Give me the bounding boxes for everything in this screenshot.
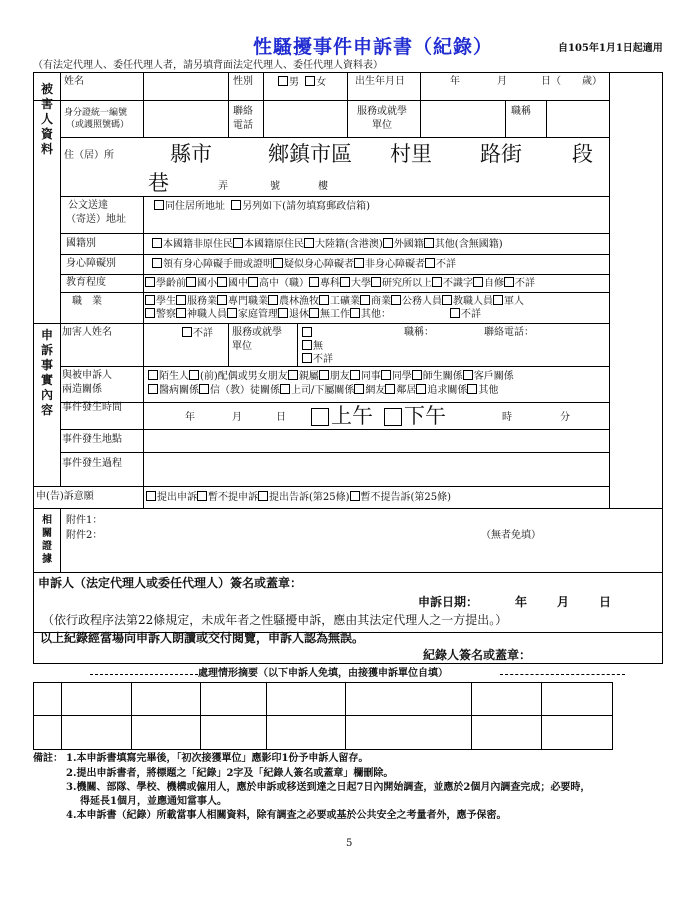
checkbox-icon[interactable] xyxy=(145,308,155,318)
option-label: 上司/下屬關係 xyxy=(291,385,355,396)
checkbox-icon[interactable] xyxy=(412,370,422,380)
option-label: 提出申訴 xyxy=(157,492,197,503)
notes-label: 備註： xyxy=(33,753,63,764)
evidence-label: 相關證據 xyxy=(42,515,52,565)
option-label: 外國籍 xyxy=(393,239,424,250)
checkbox-icon[interactable] xyxy=(383,238,393,248)
checkbox-icon[interactable] xyxy=(319,295,329,305)
checkbox-icon[interactable] xyxy=(154,200,164,210)
id-label: 身分證統一編號 xyxy=(64,108,128,118)
evidence-optional-note: （無者免填） xyxy=(481,530,541,541)
option-label: 商業 xyxy=(371,296,391,307)
date-month-label: 月 xyxy=(557,595,570,609)
checkbox-icon[interactable] xyxy=(354,258,364,268)
checkbox-icon[interactable] xyxy=(186,277,196,287)
complainant-signature-label[interactable]: 申訴人（法定代理人或委任代理人）簽名或蓋章： xyxy=(38,576,303,590)
option-label: 鄰居 xyxy=(396,385,417,396)
name-label: 姓名 xyxy=(64,76,84,87)
option-label: 本國籍非原住民 xyxy=(163,239,233,250)
effective-date: 自105年1月1日起適用 xyxy=(558,43,663,54)
option-label: 農林漁牧 xyxy=(279,296,319,307)
process-label: 事件發生過程 xyxy=(62,458,122,469)
gender-male-label: 男 xyxy=(289,77,299,88)
checkbox-icon[interactable] xyxy=(350,370,360,380)
checkbox-icon[interactable] xyxy=(504,277,514,287)
checkbox-icon[interactable] xyxy=(231,200,241,210)
addr-village: 村里 xyxy=(390,142,432,166)
option-label: 不詳 xyxy=(313,354,333,365)
option-label: 自修 xyxy=(484,278,504,289)
option-label: 本國籍原住民 xyxy=(244,239,304,250)
option-label: 國中 xyxy=(228,278,248,289)
checkbox-icon[interactable] xyxy=(302,340,312,350)
page-number: 5 xyxy=(346,838,353,849)
accused-work-input[interactable] xyxy=(302,327,313,340)
checkbox-icon[interactable] xyxy=(182,327,192,337)
option-label: 客戶關係 xyxy=(473,371,514,382)
complainant-section-label: 被害人資料 xyxy=(40,82,53,156)
option-label: (前)配偶或男女朋友 xyxy=(200,371,288,382)
option-label: 非身心障礙者 xyxy=(365,259,425,270)
education-options[interactable] xyxy=(145,277,535,290)
time-hour-label: 時 xyxy=(502,412,512,423)
time-day-label: 日 xyxy=(276,412,286,423)
work-label-sub: 單位 xyxy=(372,120,392,131)
option-label: 醫病關係 xyxy=(159,385,199,396)
checkbox-icon[interactable] xyxy=(273,258,283,268)
checkbox-icon[interactable] xyxy=(319,370,329,380)
option-label: 不詳 xyxy=(515,278,535,289)
checkbox-icon[interactable] xyxy=(146,491,156,501)
note-2: 2.提出申訴書者，將標題之「紀錄」2字及「紀錄人簽名或蓋章」欄刪除。 xyxy=(66,768,394,779)
checkbox-icon[interactable] xyxy=(268,295,278,305)
option-label: 不詳 xyxy=(461,309,481,320)
time-minute-label: 分 xyxy=(560,412,570,423)
gender-options[interactable] xyxy=(278,76,326,89)
option-label: 大學 xyxy=(351,278,371,289)
checkbox-icon[interactable] xyxy=(148,370,158,380)
addr-lane: 巷 xyxy=(148,171,169,195)
option-label: 領有身心障礙手冊或證明 xyxy=(163,259,273,270)
minor-note: （依行政程序法第22條規定，未成年者之性騷擾申訴，應由其法定代理人之一方提出。） xyxy=(42,613,508,627)
recorder-signature-label[interactable]: 紀錄人簽名或蓋章： xyxy=(423,648,532,662)
option-label: 朋友 xyxy=(329,371,350,382)
option-label: 大陸籍(含港澳) xyxy=(315,239,383,250)
checkbox-icon[interactable] xyxy=(304,238,314,248)
gender-female-label: 女 xyxy=(316,77,327,88)
option-label: 暫不提告訴(第25條) xyxy=(360,492,452,503)
option-label: 上午 xyxy=(331,404,373,428)
time-month-label: 月 xyxy=(232,412,242,423)
birth-month-label: 月 xyxy=(497,76,507,87)
accused-unknown[interactable] xyxy=(182,327,213,340)
addr-section: 段 xyxy=(572,142,593,166)
time-year-label: 年 xyxy=(185,412,195,423)
checkbox-icon[interactable] xyxy=(424,238,434,248)
birth-label: 出生年月日 xyxy=(355,76,405,87)
intent-options[interactable] xyxy=(146,491,451,504)
option-label: 教職人員 xyxy=(453,296,493,307)
accused-phone-label: 聯絡電話： xyxy=(484,327,534,338)
option-label: 無工作 xyxy=(320,309,350,320)
option-label: 同學 xyxy=(391,371,412,382)
option-label: 網友 xyxy=(365,385,386,396)
mail-label-sub: （寄送）地址 xyxy=(66,214,126,225)
option-label: 其他 xyxy=(478,385,499,396)
record-confirm: 以上紀錄經當場向申訴人朗讀或交付閱覽，申訴人認為無誤。 xyxy=(40,631,365,645)
checkbox-icon[interactable] xyxy=(302,327,312,337)
checkbox-icon[interactable] xyxy=(199,384,209,394)
option-label: 其他： xyxy=(361,309,391,320)
checkbox-icon[interactable] xyxy=(189,370,199,380)
accused-work-label: 服務或就學 xyxy=(232,327,282,338)
checkbox-icon[interactable] xyxy=(384,408,402,426)
checkbox-icon[interactable] xyxy=(258,491,268,501)
option-label: 軍人 xyxy=(504,296,524,307)
option-label: 專科 xyxy=(320,278,340,289)
occupation-unknown[interactable] xyxy=(450,308,481,321)
processing-table xyxy=(33,682,613,750)
accused-work-label-sub: 單位 xyxy=(232,341,252,352)
option-label: 學齡前 xyxy=(156,278,186,289)
phone-label: 聯絡 xyxy=(233,106,253,117)
incident-section-label: 申訴事實內容 xyxy=(40,328,53,417)
job-title-label: 職稱 xyxy=(511,106,531,117)
occupation-label: 職 業 xyxy=(72,296,102,307)
disability-label: 身心障礙別 xyxy=(66,258,116,269)
checkbox-icon[interactable] xyxy=(288,370,298,380)
option-label: 疑似身心障礙者 xyxy=(284,259,354,270)
birth-day-label: 日（ xyxy=(541,76,561,87)
option-label: 神職人員 xyxy=(187,309,227,320)
note-3-cont: 得延長1個月，並應通知當事人。 xyxy=(80,796,227,807)
checkbox-icon[interactable] xyxy=(309,308,319,318)
relation-label-sub: 兩造關係 xyxy=(62,384,102,395)
checkbox-icon[interactable] xyxy=(354,384,364,394)
option-label: 家庭管理 xyxy=(238,309,278,320)
education-label: 教育程度 xyxy=(66,277,106,288)
addr-town: 鄉鎮市區 xyxy=(268,142,352,166)
relation-options-row2[interactable] xyxy=(148,384,498,397)
checkbox-icon[interactable] xyxy=(385,384,395,394)
complaint-date-label: 申訴日期： xyxy=(418,595,479,609)
addr-number: 號 xyxy=(270,181,280,192)
place-label: 事件發生地點 xyxy=(62,434,122,445)
option-label: 追求關係 xyxy=(427,385,468,396)
option-label: 同事 xyxy=(360,371,381,382)
checkbox-icon[interactable] xyxy=(278,308,288,318)
option-label: 不識字 xyxy=(443,278,473,289)
option-label: 暫不提申訴 xyxy=(208,492,258,503)
option-label: 高中（職） xyxy=(259,278,309,289)
processing-header: 處理情形摘要（以下申訴人免填，由接獲申訴單位自填） xyxy=(198,668,448,679)
accused-name-label: 加害人姓名 xyxy=(62,327,112,338)
accused-work-unknown[interactable] xyxy=(302,353,333,366)
option-label: 下午 xyxy=(404,404,446,428)
date-year-label: 年 xyxy=(515,595,528,609)
checkbox-icon[interactable] xyxy=(302,353,312,363)
addr-county: 縣市 xyxy=(170,142,212,166)
attachment-2[interactable]: 附件2： xyxy=(66,530,103,541)
checkbox-icon[interactable] xyxy=(227,308,237,318)
option-label: 其他(含無國籍) xyxy=(434,239,503,250)
mail-other-label: 另列如下(請勿填寫郵政信箱) xyxy=(242,201,370,212)
checkbox-icon[interactable] xyxy=(416,384,426,394)
checkbox-icon[interactable] xyxy=(450,308,460,318)
option-label: 師生關係 xyxy=(422,371,463,382)
intent-label: 申(告)訴意願 xyxy=(36,491,94,502)
checkbox-icon[interactable] xyxy=(391,295,401,305)
note-1: 1.本申訴書填寫完畢後，「初次接獲單位」應影印1份予申訴人留存。 xyxy=(66,753,369,764)
checkbox-icon[interactable] xyxy=(278,76,288,86)
checkbox-icon[interactable] xyxy=(145,277,155,287)
checkbox-icon[interactable] xyxy=(467,384,477,394)
option-label: 信（教）徒關係 xyxy=(210,385,280,396)
relation-options-row1[interactable] xyxy=(148,370,514,383)
checkbox-icon[interactable] xyxy=(145,295,155,305)
checkbox-icon[interactable] xyxy=(350,491,360,501)
option-label: 提出告訴(第25條) xyxy=(269,492,350,503)
phone-label-sub: 電話 xyxy=(233,120,253,131)
date-day-label: 日 xyxy=(599,595,612,609)
checkbox-icon[interactable] xyxy=(311,408,329,426)
option-label: 研究所以上 xyxy=(382,278,432,289)
checkbox-icon[interactable] xyxy=(176,308,186,318)
checkbox-icon[interactable] xyxy=(425,258,435,268)
mail-label: 公文送達 xyxy=(68,200,108,211)
occupation-options-row2[interactable] xyxy=(145,308,391,321)
option-label: 公務人員 xyxy=(402,296,442,307)
checkbox-icon[interactable] xyxy=(217,277,227,287)
checkbox-icon[interactable] xyxy=(152,258,162,268)
relation-label: 與被申訴人 xyxy=(62,370,112,381)
accused-work-none[interactable] xyxy=(302,340,323,353)
note-3: 3.機關、部隊、學校、機構或僱用人，應於申訴或移送到達之日起7日內開始調查，並應於2個月內調查完成；必要時， xyxy=(66,782,591,793)
checkbox-icon[interactable] xyxy=(493,295,503,305)
addr-floor: 樓 xyxy=(318,181,328,192)
checkbox-icon[interactable] xyxy=(381,370,391,380)
checkbox-icon[interactable] xyxy=(473,277,483,287)
option-label: 學生 xyxy=(156,296,176,307)
checkbox-icon[interactable] xyxy=(442,295,452,305)
time-pm[interactable] xyxy=(384,404,446,428)
option-label: 無 xyxy=(313,341,323,352)
address-label: 住（居）所 xyxy=(64,150,114,161)
page-title: 性騷擾事件申訴書（紀錄） xyxy=(253,36,494,58)
subtitle: （有法定代理人、委任代理人者，請另填背面法定代理人、委任代理人資料表） xyxy=(33,60,383,71)
id-label-sub: （或護照號碼） xyxy=(66,120,130,130)
option-label: 親屬 xyxy=(298,371,319,382)
disability-options[interactable] xyxy=(152,258,456,271)
checkbox-icon[interactable] xyxy=(371,277,381,287)
option-label: 工礦業 xyxy=(330,296,360,307)
nationality-label: 國籍別 xyxy=(66,238,96,249)
checkbox-icon[interactable] xyxy=(340,277,350,287)
checkbox-icon[interactable] xyxy=(217,295,227,305)
checkbox-icon[interactable] xyxy=(432,277,442,287)
option-label: 陌生人 xyxy=(159,371,189,382)
checkbox-icon[interactable] xyxy=(280,384,290,394)
checkbox-icon[interactable] xyxy=(152,238,162,248)
option-label: 服務業 xyxy=(187,296,217,307)
gender-label: 性別 xyxy=(233,76,253,87)
checkbox-icon[interactable] xyxy=(197,491,207,501)
option-label: 國小 xyxy=(197,278,217,289)
option-label: 不詳 xyxy=(193,328,213,339)
attachment-1[interactable]: 附件1： xyxy=(66,515,103,526)
work-label: 服務或就學 xyxy=(357,106,407,117)
nationality-options[interactable] xyxy=(152,238,503,251)
checkbox-icon[interactable] xyxy=(176,295,186,305)
addr-road: 路街 xyxy=(480,142,522,166)
checkbox-icon[interactable] xyxy=(233,238,243,248)
checkbox-icon[interactable] xyxy=(309,277,319,287)
checkbox-icon[interactable] xyxy=(148,384,158,394)
accused-title-label: 職稱： xyxy=(404,327,434,338)
mail-options[interactable] xyxy=(154,200,370,213)
note-4: 4.本申訴書（紀錄）所載當事人相關資料，除有調查之必要或基於公共安全之考量者外，應予保密。 xyxy=(66,810,507,821)
option-label: 不詳 xyxy=(436,259,456,270)
time-label: 事件發生時間 xyxy=(62,402,122,413)
time-am[interactable] xyxy=(311,404,373,428)
option-label: 警察 xyxy=(156,309,176,320)
checkbox-icon[interactable] xyxy=(463,370,473,380)
option-label: 退休 xyxy=(289,309,309,320)
birth-year-label: 年 xyxy=(450,76,460,87)
mail-same-label: 同住居所地址 xyxy=(165,201,225,212)
checkbox-icon[interactable] xyxy=(350,308,360,318)
birth-age-label: 歲） xyxy=(582,76,602,87)
checkbox-icon[interactable] xyxy=(248,277,258,287)
checkbox-icon[interactable] xyxy=(360,295,370,305)
addr-alley: 弄 xyxy=(218,181,228,192)
occupation-options-row1[interactable] xyxy=(145,295,524,308)
checkbox-icon[interactable] xyxy=(305,76,315,86)
option-label: 專門職業 xyxy=(228,296,268,307)
